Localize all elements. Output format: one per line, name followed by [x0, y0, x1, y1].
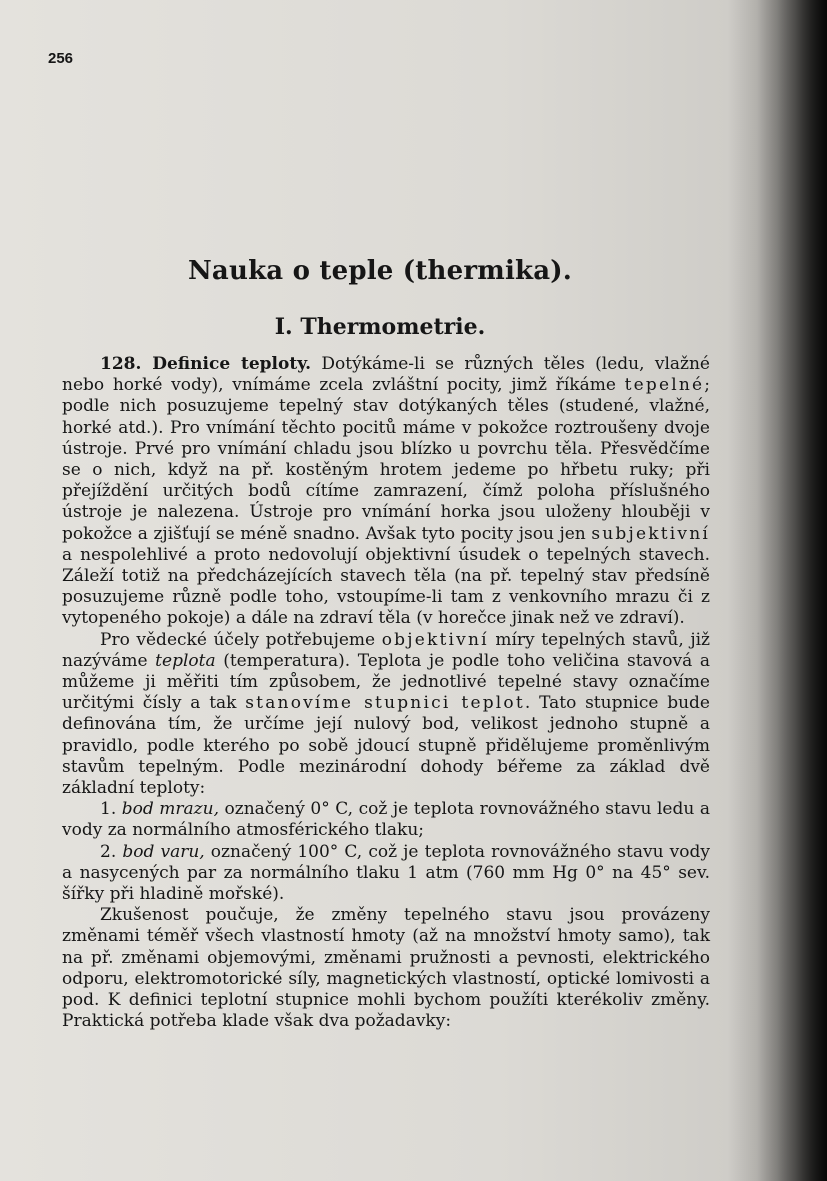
page-number: 256	[48, 50, 74, 67]
emphasis-text: objektivní	[381, 629, 489, 650]
list-item-boiling-point: 2. bod varu, označený 100° C, což je teplota rovnovážného stavu vody a nasycených par za normálního tlaku 1 atm (760 mm Hg 0° na 45° sev. šířky při hladině mořské).	[62, 841, 710, 905]
binding-shadow	[757, 0, 827, 1181]
chapter-title: Nauka o teple (thermika).	[187, 256, 573, 286]
italic-term: teplota	[155, 650, 216, 671]
list-item-freezing-point: 1. bod mrazu, označený 0° C, což je teplota rovnovážného stavu ledu a vody za normálního atmosférického tlaku;	[62, 799, 710, 841]
section-title: I. Thermometrie.	[274, 314, 486, 340]
paragraph-temperature: Pro vědecké účely potřebujeme objektivní míry tepelných stavů, již nazýváme teplota (temperatura). Teplota je podle toho veličina stavová a můžeme ji měřiti tím způsobem, že jednotlivé tepelné stavy označíme určitými čísly a tak stanovíme stupnici teplot. Tato stupnice bude definována tím, že určíme její nulový bod, velikost jednoho stupně a pravidlo, podle kterého po sobě jdoucí stupně přidělujeme proměnlivým stavům tepelným. Podle mezinárodní dohody béřeme za základ dvě základní teploty:	[62, 629, 710, 799]
emphasis-text: subjektivní	[591, 523, 710, 544]
italic-term: bod varu,	[122, 841, 205, 862]
emphasis-text: stanovíme stupnici teplot	[245, 693, 525, 714]
italic-term: bod mrazu,	[121, 799, 219, 820]
body-text	[62, 354, 710, 1033]
paragraph-definition: 128. Definice teploty. Dotýkáme-li se různých těles (ledu, vlažné nebo horké vody), vnímáme zcela zvláštní pocity, jimž říkáme tepelné; podle nich posuzujeme tepelný stav dotýkaných těles (studené, vlažné, horké atd.). Pro vnímání těchto pocitů máme v pokožce roztroušeny dvoje ústroje. Prvé pro vnímání chladu jsou blízko u povrchu těla. Přesvědčíme se o nich, když na př. kostěným hrotem jedeme po hřbetu ruky; při přejíždění určitých bodů cítíme zamrazení, čímž poloha příslušného ústroje je nalezena. Ústroje pro vnímání horka jsou uloženy hlouběji v pokožce a zjišťují se méně snadno. Avšak tyto pocity jsou jen subjektivní a nespolehlivé a proto nedovolují objektivní úsudek o tepelných stavech. Záleží totiž na předcházejících stavech těla (na př. tepelný stav předsíně posuzujeme různě podle toho, vstoupíme-li tam z venkovního mrazu či z vytopeného pokoje) a dále na zdraví těla (v horečce jinak než ve zdraví).	[62, 354, 710, 629]
paragraph-experience: Zkušenost poučuje, že změny tepelného stavu jsou provázeny změnami téměř všech vlastností hmoty (až na množství hmoty samo), tak na př. změnami objemovými, změnami pružnosti a pevnosti, elektrického odporu, elektromotorické síly, magnetických vlastností, optické lomivosti a pod. K definici teplotní stupnice mohli bychom použíti kterékoliv změny. Praktická potřeba klade však dva požadavky:	[62, 905, 710, 1032]
paragraph-heading: 128. Definice teploty.	[100, 354, 312, 374]
emphasis-text: tepelné	[624, 375, 705, 396]
